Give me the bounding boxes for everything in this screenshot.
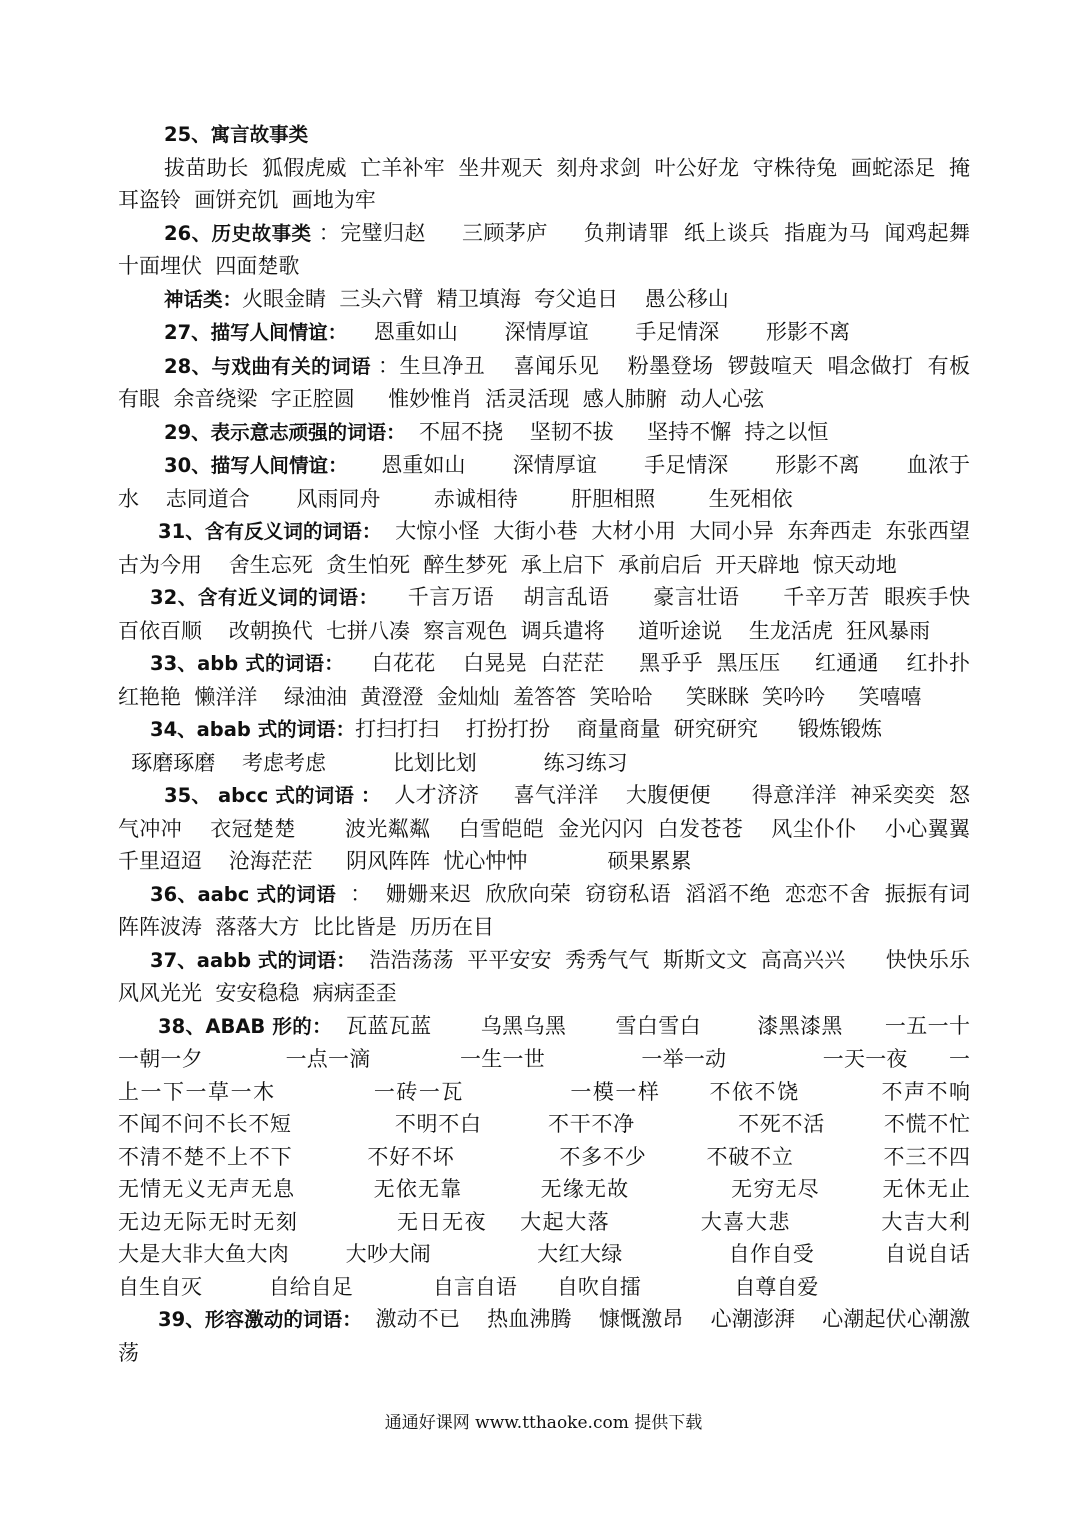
section-text: 大惊小怪 大街小巷 大材小用 大同小异 东奔西走 东张西望 古为今用 舍生忘死 贪生怕死 醉生梦死 承上启下 承前启后 开天辟地 惊天动地 (118, 519, 984, 577)
section-29 (118, 416, 970, 450)
section-text: 白花花 白晃晃 白茫茫 黑乎乎 黑压压 红通通 红扑扑 红艳艳 懒洋洋 绿油油 黄澄澄 金灿灿 羞答答 笑哈哈 笑眯眯 笑吟吟 笑嘻嘻 (118, 651, 984, 709)
section-25-text (118, 152, 970, 217)
section-32 (118, 581, 984, 647)
section-text: 激动不已 热血沸腾 慷慨激昂 心潮澎湃 心潮起伏心潮激荡 (118, 1307, 971, 1365)
section-30 (118, 449, 970, 515)
section-27 (118, 316, 970, 350)
section-heading: 28、与戏曲有关的词语 (164, 354, 371, 378)
section-37 (118, 944, 984, 1010)
section-heading: 31、含有反义词的词语： (158, 520, 382, 543)
section-heading: 25、寓言故事类 (164, 123, 309, 146)
section-39 (118, 1303, 970, 1369)
section-text: ： 姗姗来迟 欣欣向荣 窃窃私语 滔滔不绝 恋恋不舍 振振有词 阵阵波涛 落落大方 比比皆是 历历在目 (118, 881, 984, 939)
section-text: 恩重如山 深情厚谊 手足情深 形影不离 (347, 320, 851, 344)
section-text: 人才济济 喜气洋洋 大腹便便 得意洋洋 神采奕奕 怒气冲冲 衣冠楚楚 波光粼粼 白雪皑皑 金光闪闪 白发苍苍 风尘仆仆 小心翼翼 千里迢迢 沧海茫茫 阴风阵阵 忧心忡忡 硕果累累 (118, 783, 1011, 873)
section-heading: 37、aabb 式的词语： (150, 948, 356, 972)
section-34 (118, 713, 970, 779)
section-mythology (118, 283, 970, 317)
section-text: 瓦蓝瓦蓝 乌黑乌黑 雪白雪白 漆黑漆黑 一五一十一朝一夕 一点一滴 一生一世 一举一动 一天一夜 一上一下一草一木 一砖一瓦 一模一样 不依不饶 不声不响 不闻不问不长不短 不明不白 不干不净 不死不活 不慌不忙 不清不楚不上不下 不好不坏 不多不少 不破不立 不三不四 无情无义无声无息 无依无靠 无缘无故 无穷无尽 无休无止 无边无际无时无刻 无日无夜 大起大落 大喜大悲 大吉大利 大是大非大鱼大肉 大吵大闹 大红大绿 自作自受 自说自话 自生自灭 自给自足 自言自语 自吹自擂 自尊自爱 (118, 1013, 1057, 1299)
section-heading: 35、 abcc 式的词语 ： (164, 784, 381, 807)
section-heading: 33、abb 式的词语： (150, 652, 344, 675)
section-heading: 27、描写人间情谊： (164, 321, 348, 344)
section-text: 火眼金睛 三头六臂 精卫填海 夸父追日 愚公移山 (242, 286, 729, 311)
section-text: ：完璧归赵 三顾茅庐 负荆请罪 纸上谈兵 指鹿为马 闻鸡起舞 十面埋伏 四面楚歌 (118, 220, 984, 278)
section-25-heading (118, 118, 970, 152)
section-36 (118, 878, 984, 944)
section-35 (118, 779, 1011, 878)
page-footer: 通通好课网 www.tthaoke.com 提供下载 (384, 1413, 703, 1433)
section-heading: 39、形容激动的词语： (158, 1308, 362, 1331)
section-heading: 神话类： (164, 287, 243, 311)
section-31 (118, 515, 984, 581)
section-text: 不屈不挠 坚韧不拔 坚持不懈 持之以恒 (405, 419, 829, 444)
section-heading: 26、历史故事类 (164, 221, 312, 245)
document-body (118, 118, 1057, 1369)
section-heading: 38、ABAB 形的： (158, 1014, 333, 1038)
section-heading: 29、表示意志顽强的词语： (164, 420, 406, 444)
section-text: ：生旦净丑 喜闻乐见 粉墨登场 锣鼓喧天 唱念做打 有板有眼 余音绕梁 字正腔圆 惟妙惟肖 活灵活现 感人肺腑 动人心弦 (118, 353, 970, 411)
section-heading: 36、aabc 式的词语 (150, 882, 337, 906)
section-heading: 32、含有近义词的词语： (150, 586, 379, 609)
section-heading: 30、描写人间情谊： (164, 454, 348, 477)
section-heading: 34、abab 式的词语： (150, 718, 356, 741)
section-26 (118, 217, 984, 283)
section-text: 打扫打扫 打扮打扮 商量商量 研究研究 锻炼锻炼 琢磨琢磨 考虑考虑 比划比划 练习练习 (131, 717, 882, 775)
section-text: 恩重如山 深情厚谊 手足情深 形影不离 血浓于水 志同道合 风雨同舟 赤诚相待 肝胆相照 生死相依 (118, 453, 970, 511)
section-28 (118, 350, 970, 416)
section-text: 浩浩荡荡 平平安安 秀秀气气 斯斯文文 高高兴兴 快快乐乐 风风光光 安安稳稳 病病歪歪 (118, 947, 984, 1005)
section-text: 拔苗助长 狐假虎威 亡羊补牢 坐井观天 刻舟求剑 叶公好龙 守株待兔 画蛇添足 掩耳盗铃 画饼充饥 画地为牢 (118, 155, 970, 212)
section-text: 千言万语 胡言乱语 豪言壮语 千辛万苦 眼疾手快 百依百顺 改朝换代 七拼八凑 察言观色 调兵遣将 道听途说 生龙活虎 狂风暴雨 (118, 585, 984, 643)
section-38 (118, 1010, 1057, 1304)
section-33 (118, 647, 984, 713)
